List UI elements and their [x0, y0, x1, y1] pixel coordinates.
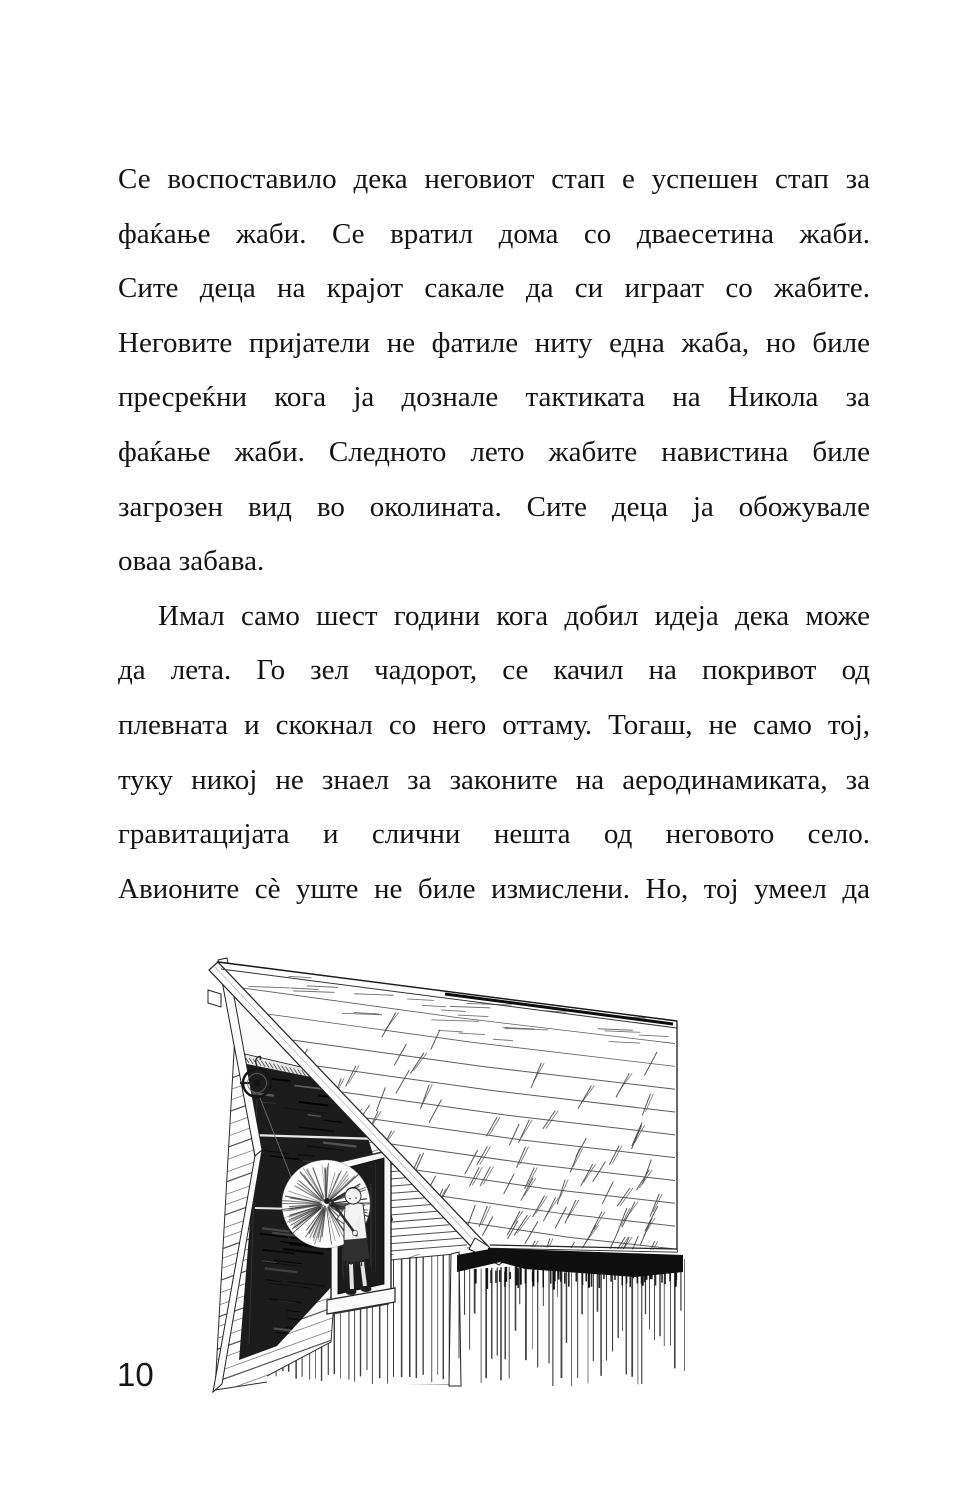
- shorts: [342, 1238, 369, 1262]
- text-line: загрозен вид во околината. Сите деца ја обожувале: [118, 490, 870, 523]
- body-text: [118, 152, 870, 916]
- text-line: пресреќни кога ја дознале тактиката на Никола за: [118, 381, 870, 414]
- page-number: 10: [117, 1356, 154, 1393]
- text-line: Сите деца на крајот сакале да си играат со жабите.: [118, 272, 870, 305]
- barn-illustration: [205, 952, 695, 1397]
- text-line: фаќање жаби. Се вратил дома со дваесетина жаби.: [118, 217, 870, 250]
- hands: [352, 1230, 357, 1235]
- head: [345, 1188, 361, 1204]
- text-line: Имал само шест години кога добил идеја дека може: [158, 599, 870, 632]
- text-line: да лета. Го зел чадорот, се качил на покривот од: [118, 654, 870, 687]
- text-line: гравитацијата и слични нешта од неговото село.: [118, 818, 870, 851]
- text-line: Авионите сѐ уште не биле измислени. Но, тој умеел да: [118, 872, 870, 905]
- text-line: оваа забава.: [118, 545, 265, 578]
- text-line: Неговите пријатели не фатиле ниту една жаба, но биле: [118, 326, 870, 359]
- shoe: [361, 1286, 372, 1292]
- shoe: [346, 1289, 357, 1295]
- text-line: фаќање жаби. Следното лето жабите навистина биле: [118, 435, 870, 468]
- right-wall: [459, 1245, 685, 1386]
- text-line: Се воспоставило дека неговиот стап е успешен стап за: [118, 163, 870, 195]
- barn-drawing: [205, 952, 695, 1397]
- text-line: туку никој не знаел за законите на аеродинамиката, за: [118, 763, 870, 796]
- text-line: плевната и скокнал со него оттаму. Тогаш, не само тој,: [118, 708, 870, 741]
